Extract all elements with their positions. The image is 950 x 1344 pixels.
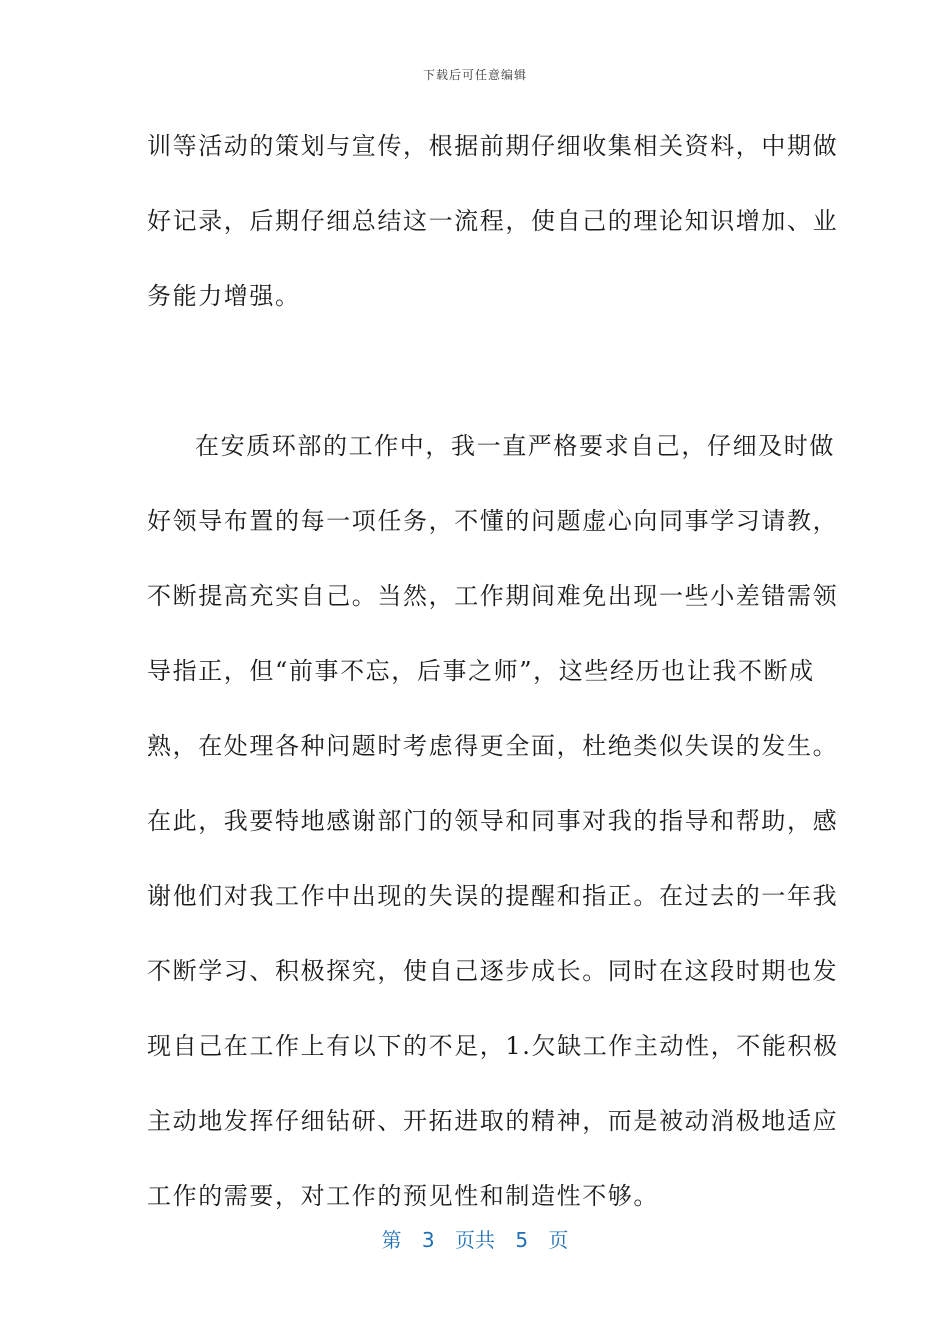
text-line: 主动地发挥仔细钻研、开拓进取的精神，而是被动消极地适应 bbox=[147, 1107, 839, 1135]
text-line: 不断提高充实自己。当然，工作期间难免出现一些小差错需领 bbox=[147, 582, 839, 610]
text-line: 在此，我要特地感谢部门的领导和同事对我的指导和帮助，感 bbox=[147, 807, 839, 835]
document-body bbox=[147, 112, 839, 1237]
page-header: 下载后可任意编辑 bbox=[422, 68, 527, 82]
text-line: 熟，在处理各种问题时考虑得更全面，杜绝类似失误的发生。 bbox=[147, 732, 839, 760]
blank-line bbox=[147, 337, 797, 412]
text-line: 导指正，但“前事不忘，后事之师”，这些经历也让我不断成 bbox=[147, 657, 815, 685]
text-line: 好领导布置的每一项任务，不懂的问题虚心向同事学习请教， bbox=[147, 507, 839, 535]
text-line: 现自己在工作上有以下的不足，1.欠缺工作主动性，不能积极 bbox=[147, 1032, 839, 1060]
text-line: 工作的需要，对工作的预见性和制造性不够。 bbox=[147, 1182, 659, 1210]
page-footer: 第 3 页共 5 页 bbox=[381, 1228, 569, 1252]
text-line: 训等活动的策划与宣传，根据前期仔细收集相关资料，中期做 bbox=[147, 132, 839, 160]
text-line: 务能力增强。 bbox=[147, 282, 301, 310]
text-line: 谢他们对我工作中出现的失误的提醒和指正。在过去的一年我 bbox=[147, 882, 839, 910]
paragraph-first-line: 在安质环部的工作中，我一直严格要求自己，仔细及时做 bbox=[195, 432, 835, 460]
text-line: 不断学习、积极探究，使自己逐步成长。同时在这段时期也发 bbox=[147, 957, 839, 985]
text-line: 好记录，后期仔细总结这一流程，使自己的理论知识增加、业 bbox=[147, 207, 839, 235]
